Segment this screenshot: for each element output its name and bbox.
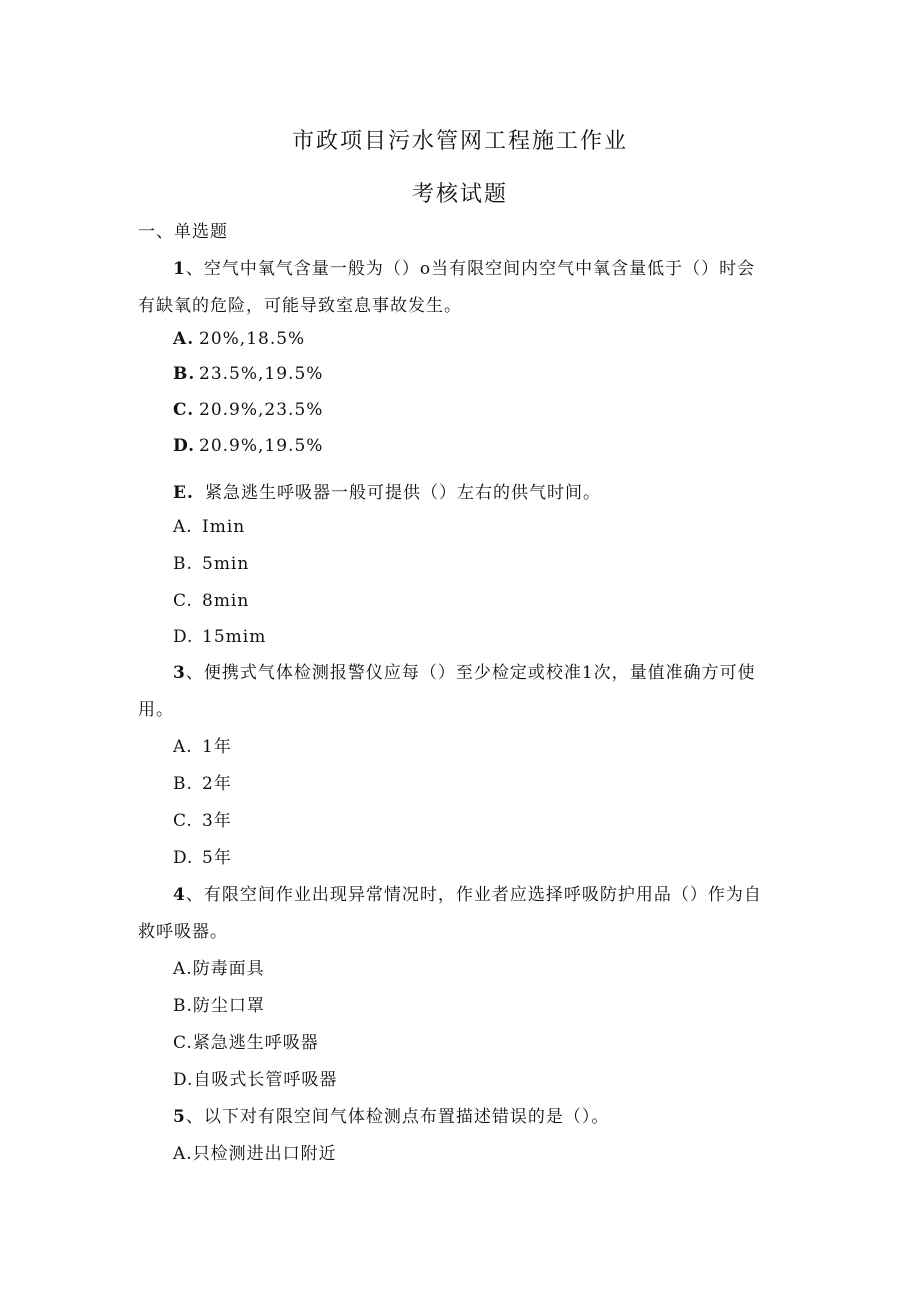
question-5-number: 5: [173, 1107, 186, 1127]
question-3-option-a: [173, 736, 232, 758]
question-4-option-c: [173, 1032, 319, 1054]
question-2-option-c: [173, 590, 249, 612]
option-text: Imin: [202, 517, 246, 537]
document-subtitle: 考核试题: [411, 182, 508, 207]
option-text: 20%,18.5%: [199, 329, 306, 349]
option-text: 只检测进出口附近: [192, 1144, 337, 1164]
option-label: C.: [173, 591, 193, 611]
question-1-line-1: [173, 258, 755, 280]
document-title: 市政项目污水管网工程施工作业: [291, 129, 628, 154]
option-text: 自吸式长管呼吸器: [193, 1070, 338, 1090]
question-1-option-a: [173, 328, 305, 350]
question-1-line-2: 有缺氧的危险，可能导致室息事故发生。: [138, 296, 462, 316]
question-3-option-c: [173, 810, 232, 832]
option-text: 防尘口罩: [192, 996, 265, 1016]
question-4-option-a: [173, 958, 265, 980]
question-3-option-b: [173, 773, 232, 795]
option-label: B.: [173, 774, 193, 794]
option-label: A.: [173, 959, 193, 979]
question-4-line-2: 救呼吸器。: [138, 922, 228, 942]
question-4-number: 4: [173, 885, 186, 905]
question-3-number: 3: [173, 663, 186, 683]
option-label: A.: [173, 329, 195, 349]
option-text: 8min: [202, 591, 250, 611]
question-1-option-c: [173, 399, 323, 421]
question-1-text: 、空气中氧气含量一般为（）o当有限空间内空气中氧含量低于（）时会: [185, 259, 756, 279]
option-label: D.: [173, 848, 194, 868]
question-4-option-b: [173, 995, 265, 1017]
option-label: C.: [173, 1033, 193, 1053]
question-5-option-a: [173, 1143, 337, 1165]
section-heading: 一、单选题: [138, 222, 228, 242]
option-label: D.: [173, 627, 194, 647]
option-label: B.: [173, 554, 193, 574]
option-label: B.: [173, 364, 196, 384]
question-1-option-b: [173, 363, 323, 385]
option-label: A.: [173, 517, 193, 537]
option-label: D.: [173, 1070, 194, 1090]
question-2-text: 紧急逃生呼吸器一般可提供（）左右的供气时间。: [205, 483, 601, 503]
option-label: A.: [173, 1144, 193, 1164]
question-4-line-1: [173, 884, 762, 906]
question-2-option-b: [173, 553, 249, 575]
question-2-option-d: [173, 626, 266, 648]
question-4-option-d: [173, 1069, 337, 1091]
option-text: 23.5%,19.5%: [199, 364, 324, 384]
question-2-number: E.: [173, 483, 194, 503]
question-1-option-d: [173, 435, 323, 457]
option-text: 5min: [202, 554, 250, 574]
option-label: C.: [173, 811, 193, 831]
option-text: 15mim: [202, 627, 267, 647]
question-5-text: 、以下对有限空间气体检测点布置描述错误的是（）。: [185, 1107, 610, 1127]
option-text: 紧急逃生呼吸器: [192, 1033, 319, 1053]
option-text: 3年: [202, 811, 232, 831]
option-label: A.: [173, 737, 193, 757]
option-text: 20.9%,23.5%: [199, 400, 324, 420]
option-label: C.: [173, 400, 195, 420]
question-3-option-d: [173, 847, 232, 869]
question-2-line-1: [173, 482, 601, 504]
option-text: 1年: [202, 737, 232, 757]
option-text: 2年: [202, 774, 232, 794]
option-label: B.: [173, 996, 193, 1016]
option-text: 5年: [202, 848, 232, 868]
option-text: 20.9%,19.5%: [199, 436, 324, 456]
question-3-line-2: 用。: [138, 700, 174, 720]
question-4-text: 、有限空间作业出现异常情况时，作业者应选择呼吸防护用品（）作为自: [185, 885, 762, 905]
question-3-text: 、便携式气体检测报警仪应每（）至少检定或校准1次，量值准确方可使: [185, 663, 756, 683]
question-1-number: 1: [173, 259, 186, 279]
question-5-line-1: [173, 1106, 609, 1128]
option-label: D.: [173, 436, 196, 456]
option-text: 防毒面具: [192, 959, 265, 979]
question-3-line-1: [173, 662, 756, 684]
question-2-option-a: [173, 516, 245, 538]
